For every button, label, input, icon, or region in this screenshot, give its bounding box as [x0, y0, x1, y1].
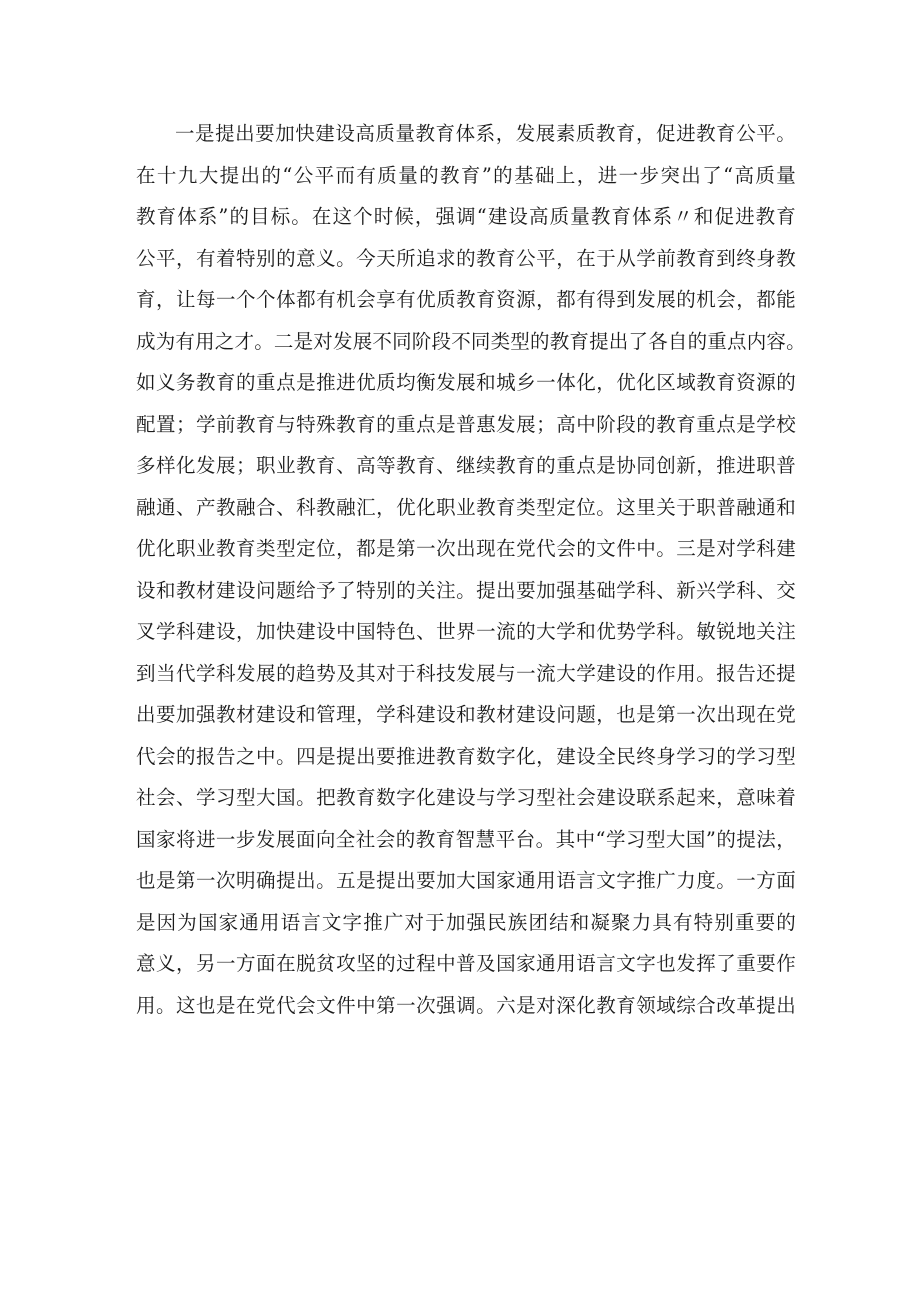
text-line: 融通、产教融合、科教融汇，优化职业教育类型定位。这里关于职普融通和 [136, 495, 796, 519]
text-line: 代会的报告之中。四是提出要推进教育数字化，建设全民终身学习的学习型 [136, 744, 796, 768]
text-line: 在十九大提出的“公平而有质量的教育”的基础上，进一步突出了“高质量 [136, 163, 796, 187]
text-line: 如义务教育的重点是推进优质均衡发展和城乡一体化，优化区域教育资源的 [136, 371, 796, 394]
text-line: 用。这也是在党代会文件中第一次强调。六是对深化教育领域综合改革提出 [136, 993, 796, 1017]
text-line: 公平，有着特别的意义。今天所追求的教育公平，在于从学前教育到终身教 [136, 246, 796, 270]
body-text [136, 113, 806, 1026]
text-line: 设和教材建设问题给予了特别的关注。提出要加强基础学科、新兴学科、交 [136, 578, 796, 602]
text-line: 到当代学科发展的趋势及其对于科技发展与一流大学建设的作用。报告还提 [136, 661, 796, 685]
text-line: 多样化发展；职业教育、高等教育、继续教育的重点是协同创新，推进职普 [136, 454, 796, 477]
text-line: 社会、学习型大国。把教育数字化建设与学习型社会建设联系起来，意味着 [136, 786, 796, 809]
text-line: 意义，另一方面在脱贫攻坚的过程中普及国家通用语言文字也发挥了重要作 [136, 952, 796, 975]
text-line: 育，让每一个个体都有机会享有优质教育资源，都有得到发展的机会，都能 [136, 288, 796, 311]
text-line: 一是提出要加快建设高质量教育体系，发展素质教育，促进教育公平。 [175, 122, 796, 145]
text-line: 叉学科建设，加快建设中国特色、世界一流的大学和优势学科。敏锐地关注 [136, 620, 796, 643]
text-line: 出要加强教材建设和管理，学科建设和教材建设问题，也是第一次出现在党 [136, 703, 796, 726]
text-line: 是因为国家通用语言文字推广对于加强民族团结和凝聚力具有特别重要的 [136, 910, 796, 934]
text-line: 优化职业教育类型定位，都是第一次出现在党代会的文件中。三是对学科建 [136, 537, 796, 560]
text-line: 也是第一次明确提出。五是提出要加大国家通用语言文字推广力度。一方面 [136, 869, 796, 892]
text-line: 成为有用之才。二是对发展不同阶段不同类型的教育提出了各自的重点内容。 [136, 329, 806, 353]
text-line: 教育体系”的目标。在这个时候，强调“建设高质量教育体系〃和促进教育 [136, 205, 796, 228]
text-line: 国家将进一步发展面向全社会的教育智慧平台。其中“学习型大国”的提法， [136, 827, 796, 851]
text-line: 配置；学前教育与特殊教育的重点是普惠发展；高中阶段的教育重点是学校 [136, 412, 796, 436]
